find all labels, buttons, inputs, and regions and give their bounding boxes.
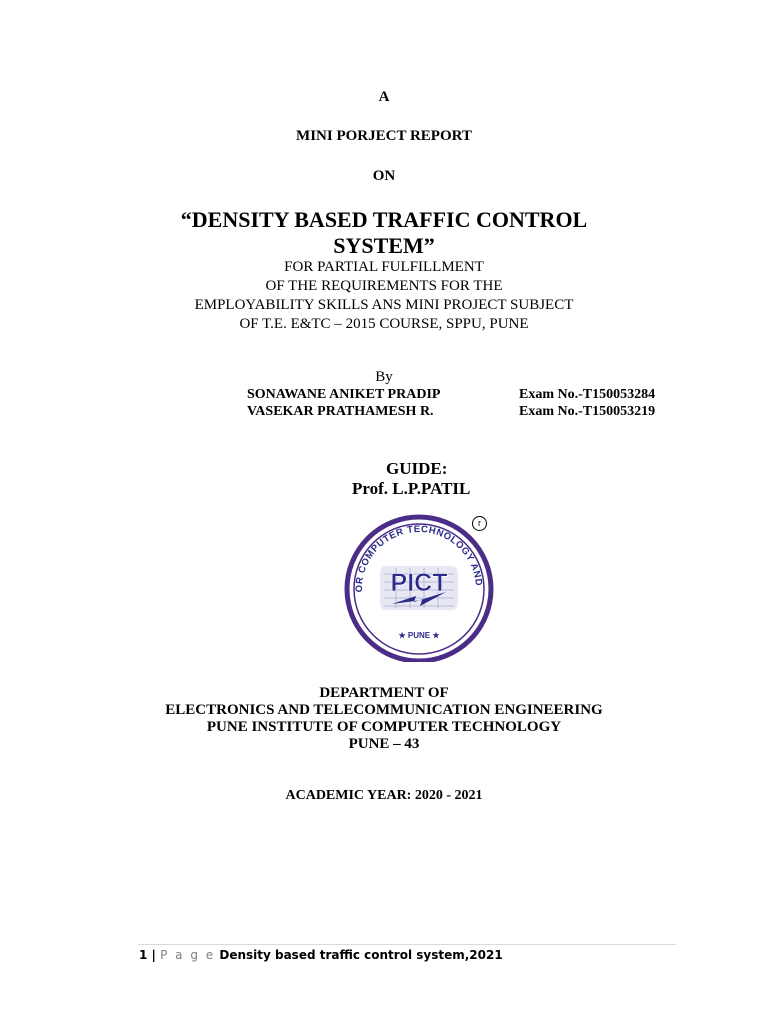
department-block [0, 685, 768, 753]
heading-on: ON [372, 168, 396, 184]
student-exams [519, 386, 655, 420]
heading-report: MINI PORJECT REPORT [296, 128, 472, 144]
guide-name: Prof. L.P.PATIL [352, 479, 471, 498]
logo-pict-text: PICT [390, 569, 448, 597]
department-line-2: ELECTRONICS AND TELECOMMUNICATION ENGINEERING [165, 702, 603, 718]
department-line-3: PUNE INSTITUTE OF COMPUTER TECHNOLOGY [206, 719, 562, 735]
page-footer [139, 948, 503, 962]
academic-year: ACADEMIC YEAR: 2020 - 2021 [285, 788, 483, 803]
student-name-2: VASEKAR PRATHAMESH R. [247, 404, 434, 419]
title-line-2: SYSTEM” [333, 233, 435, 258]
student-names [247, 386, 440, 420]
subtitle-line-3: EMPLOYABILITY SKILLS ANS MINI PROJECT SUBJECT [194, 297, 574, 313]
logo-bottom-text: ★ PUNE ★ [398, 631, 440, 640]
heading-a: A [378, 89, 390, 105]
student-exam-1: Exam No.-T150053284 [519, 387, 656, 402]
page-number: 1 [139, 948, 148, 962]
registered-mark-icon: r [472, 516, 487, 531]
pict-logo [340, 512, 500, 662]
guide-label: GUIDE: [386, 459, 448, 478]
subtitle [0, 258, 768, 334]
department-line-4: PUNE – 43 [348, 736, 420, 752]
footer-text: Density based traffic control system,2021 [219, 948, 503, 962]
page-word: P a g e [160, 948, 216, 962]
department-line-1: DEPARTMENT OF [319, 685, 449, 701]
subtitle-line-1: FOR PARTIAL FULFILLMENT [284, 259, 484, 275]
footer-divider [138, 944, 676, 945]
logo-ring-text: OR COMPUTER TECHNOLOGY AND [353, 523, 485, 593]
subtitle-line-4: OF T.E. E&TC – 2015 COURSE, SPPU, PUNE [239, 316, 529, 332]
title-line-1: “DENSITY BASED TRAFFIC CONTROL [180, 207, 588, 232]
by-label: By [375, 369, 393, 385]
student-exam-2: Exam No.-T150053219 [519, 404, 656, 419]
footer-separator: | [151, 948, 156, 962]
student-name-1: SONAWANE ANIKET PRADIP [247, 387, 441, 402]
document-title [0, 207, 768, 259]
subtitle-line-2: OF THE REQUIREMENTS FOR THE [265, 278, 503, 294]
